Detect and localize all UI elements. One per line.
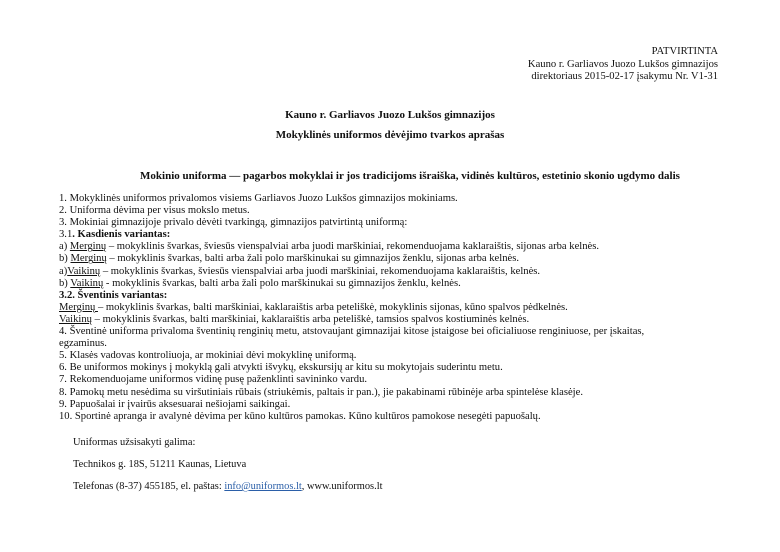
rule-7: 7. Rekomenduojame uniformos vidinę pusę paženklinti savininko vardu. — [59, 374, 368, 386]
contact-address: Technikos g. 18S, 51211 Kaunas, Lietuva — [73, 459, 247, 470]
item-prefix: a) — [59, 241, 70, 253]
approval-school: Kauno r. Garliavos Juozo Lukšos gimnazijos — [527, 58, 718, 70]
rule-3-1 — [59, 229, 759, 241]
item-text: – mokyklinis švarkas, balti marškiniai, kaklaraištis arba peteliškė, tamsios spalvos kostiuminės kelnės. — [91, 313, 530, 325]
group-label: Merginų — [59, 301, 98, 313]
contact-intro: Uniformas užsisakyti galima: — [73, 437, 196, 448]
group-label: Vaikinų — [67, 265, 101, 277]
item-text: – mokyklinis švarkas, šviesūs vienspalviai arba juodi marškiniai, rekomenduojama kaklaraištis, kelnės. — [100, 265, 541, 277]
group-label: Vaikinų — [70, 277, 104, 289]
item-text: - mokyklinis švarkas, balti arba žali polo marškinukai su gimnazijos ženklu, kelnės. — [103, 277, 461, 289]
rule-3-2: 3.2. Šventinis variantas: — [59, 289, 168, 301]
festive-girls — [59, 302, 759, 314]
contact-website: , www.uniformos.lt — [301, 481, 383, 492]
item-text: – mokyklinis švarkas, balti marškiniai, kaklaraištis arba peteliškė, mokyklinis sijonas, kūno spalvos pėdkelnės. — [97, 301, 568, 313]
rule-1: 1. Mokyklinės uniformos privalomos visiems Garliavos Juozo Lukšos gimnazijos mokiniams. — [59, 193, 458, 204]
rule-4: 4. Šventinė uniforma privaloma šventinių renginių metu, atstovaujant gimnazijai kitose įstaigose bei oficialiuose renginiuose, per įskaitas, — [59, 326, 645, 338]
daily-boys-a — [59, 266, 759, 278]
document-title: Mokyklinės uniformos dėvėjimo tvarkos aprašas — [275, 129, 505, 141]
item-prefix: b) — [59, 253, 71, 265]
daily-girls-b — [59, 253, 759, 265]
email-link[interactable]: info@uniformos.lt — [224, 481, 302, 492]
approval-title: PATVIRTINTA — [651, 46, 718, 57]
section-heading: Mokinio uniforma — pagarbos mokyklai ir jos tradicijoms išraiška, vidinės kultūros, estetinio skonio ugdymo dalis — [140, 170, 680, 182]
item-prefix: b) — [59, 277, 71, 289]
rules-list — [59, 193, 759, 423]
group-label: Merginų — [70, 253, 107, 265]
rule-3-1-number: 3.1 — [59, 229, 73, 241]
group-label: Vaikinų — [59, 313, 92, 325]
rule-10: 10. Sportinė apranga ir avalynė dėvima per kūno kultūros pamokas. Kūno kultūros pamokose nesegėti papuošalų. — [59, 410, 541, 422]
approval-block — [528, 46, 718, 84]
rule-3: 3. Mokiniai gimnazijoje privalo dėvėti tvarkingą, gimnazijos patvirtintą uniformą: — [59, 217, 408, 229]
item-text: – mokyklinis švarkas, šviesūs vienspalviai arba juodi marškiniai, rekomenduojama kaklaraištis, sijonas arba kelnės. — [106, 241, 599, 253]
school-title: Kauno r. Garliavos Juozo Lukšos gimnazijos — [285, 109, 495, 121]
rule-4-cont: egzaminus. — [59, 338, 107, 350]
daily-boys-b — [59, 278, 759, 290]
group-label: Merginų — [69, 241, 107, 253]
rule-8: 8. Pamokų metu nesėdima su viršutiniais rūbais (striukėmis, paltais ir pan.), jie pakabinami rūbinėje arba spintelėse klasėje. — [59, 386, 583, 398]
rule-2: 2. Uniforma dėvima per visus mokslo metus. — [59, 205, 250, 217]
approval-order: direktoriaus 2015-02-17 įsakymu Nr. V1-31 — [531, 71, 718, 83]
rule-3-1-label: . Kasdienis variantas: — [72, 229, 171, 241]
item-prefix: a) — [59, 265, 68, 277]
contact-block — [73, 437, 382, 503]
daily-girls-a — [59, 241, 759, 253]
rule-6: 6. Be uniformos mokinys į mokyklą gali atvykti išvykų, ekskursijų ar kitu su mokytojais suderintu metu. — [59, 362, 503, 374]
festive-boys — [59, 314, 759, 326]
rule-9: 9. Papuošalai ir įvairūs aksesuarai nešiojami saikingai. — [59, 398, 291, 410]
contact-phone-line — [73, 481, 382, 503]
item-text: – mokyklinis švarkas, balti arba žali polo marškinukai su gimnazijos ženklu, sijonas arba kelnės. — [106, 253, 519, 265]
contact-phone: Telefonas (8-37) 455185, el. paštas: — [73, 481, 225, 492]
rule-5: 5. Klasės vadovas kontroliuoja, ar mokiniai dėvi mokyklinę uniformą. — [59, 350, 357, 362]
